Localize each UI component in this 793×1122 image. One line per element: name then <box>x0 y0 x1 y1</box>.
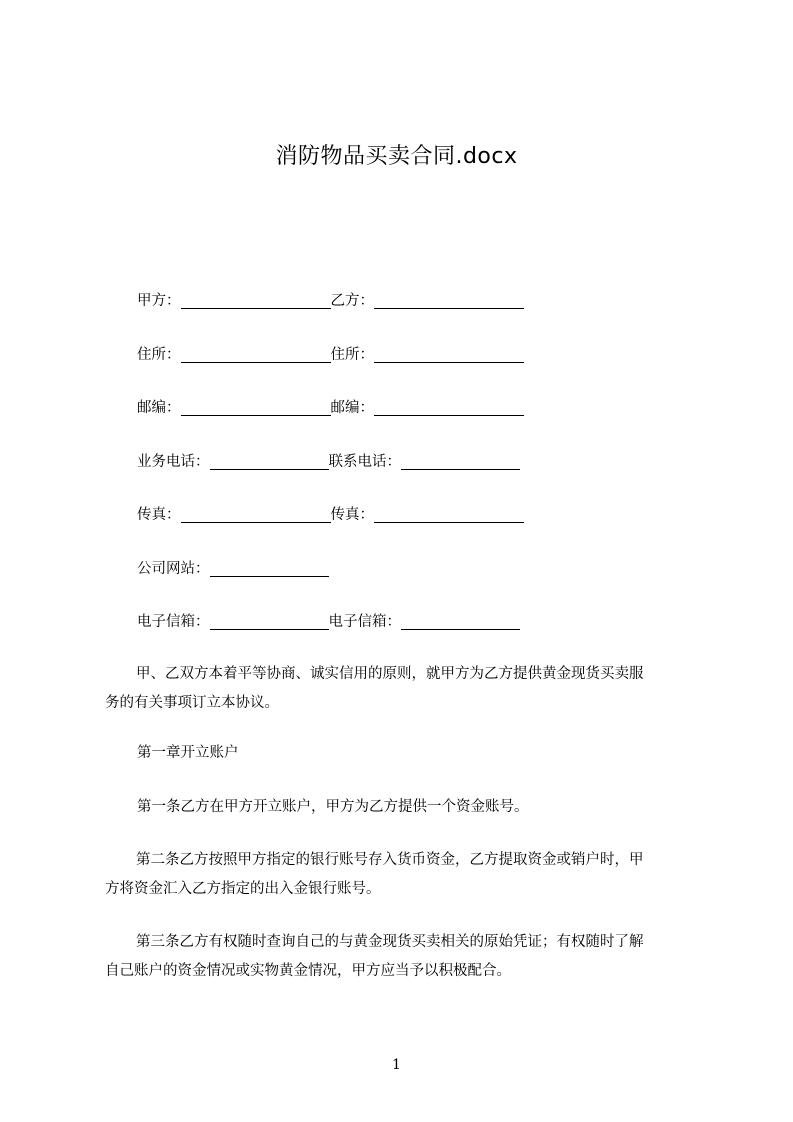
phone-b-blank <box>401 454 520 470</box>
intro-line-1: 甲、乙双方本着平等协商、诚实信用的原则，就甲方为乙方提供黄金现货买卖服 <box>136 666 644 682</box>
address-b-label: 住所： <box>330 347 374 363</box>
email-a-blank <box>210 614 329 630</box>
fax-b-label: 传真： <box>330 507 374 523</box>
postcode-b-label: 邮编： <box>330 400 374 416</box>
address-a-blank <box>181 347 331 363</box>
intro-line-2: 务的有关事项订立本协议。 <box>105 695 279 711</box>
postcode-a-blank <box>181 400 331 416</box>
page-number: 1 <box>392 1057 401 1073</box>
chapter-heading: 第一章开立账户 <box>137 745 239 761</box>
phone-b-label: 联系电话： <box>328 454 401 470</box>
party-b-label: 乙方： <box>330 293 374 309</box>
intro-paragraph <box>105 660 705 718</box>
fax-a-label: 传真： <box>137 507 181 523</box>
address-field-row <box>137 345 524 365</box>
document-title: 消防物品买卖合同.docx <box>275 144 518 169</box>
email-b-label: 电子信箱： <box>328 614 401 630</box>
party-a-blank <box>181 293 331 309</box>
party-b-blank <box>374 293 524 309</box>
article-2 <box>105 846 705 904</box>
phone-a-label: 业务电话： <box>137 454 210 470</box>
article-3-line-1: 第三条乙方有权随时查询自己的与黄金现货买卖相关的原始凭证；有权随时了解 <box>136 934 644 950</box>
email-field-row <box>137 612 520 632</box>
website-field-row <box>137 559 329 579</box>
postcode-a-label: 邮编： <box>137 400 181 416</box>
article-3 <box>105 928 705 986</box>
article-2-line-2: 方将资金汇入乙方指定的出入金银行账号。 <box>105 881 381 897</box>
address-a-label: 住所： <box>137 347 181 363</box>
fax-field-row <box>137 505 524 525</box>
email-a-label: 电子信箱： <box>137 614 210 630</box>
website-blank <box>210 561 329 577</box>
party-a-label: 甲方： <box>137 293 181 309</box>
article-1: 第一条乙方在甲方开立账户，甲方为乙方提供一个资金账号。 <box>137 799 529 815</box>
article-3-line-2: 自己账户的资金情况或实物黄金情况，甲方应当予以积极配合。 <box>105 963 511 979</box>
article-2-line-1: 第二条乙方按照甲方指定的银行账号存入货币资金，乙方提取资金或销户时，甲 <box>136 852 644 868</box>
party-field-row <box>137 291 524 311</box>
email-b-blank <box>401 614 520 630</box>
phone-a-blank <box>210 454 329 470</box>
fax-b-blank <box>374 507 524 523</box>
website-label: 公司网站： <box>137 561 210 577</box>
address-b-blank <box>374 347 524 363</box>
postcode-field-row <box>137 398 524 418</box>
postcode-b-blank <box>374 400 524 416</box>
phone-field-row <box>137 452 520 472</box>
fax-a-blank <box>181 507 331 523</box>
